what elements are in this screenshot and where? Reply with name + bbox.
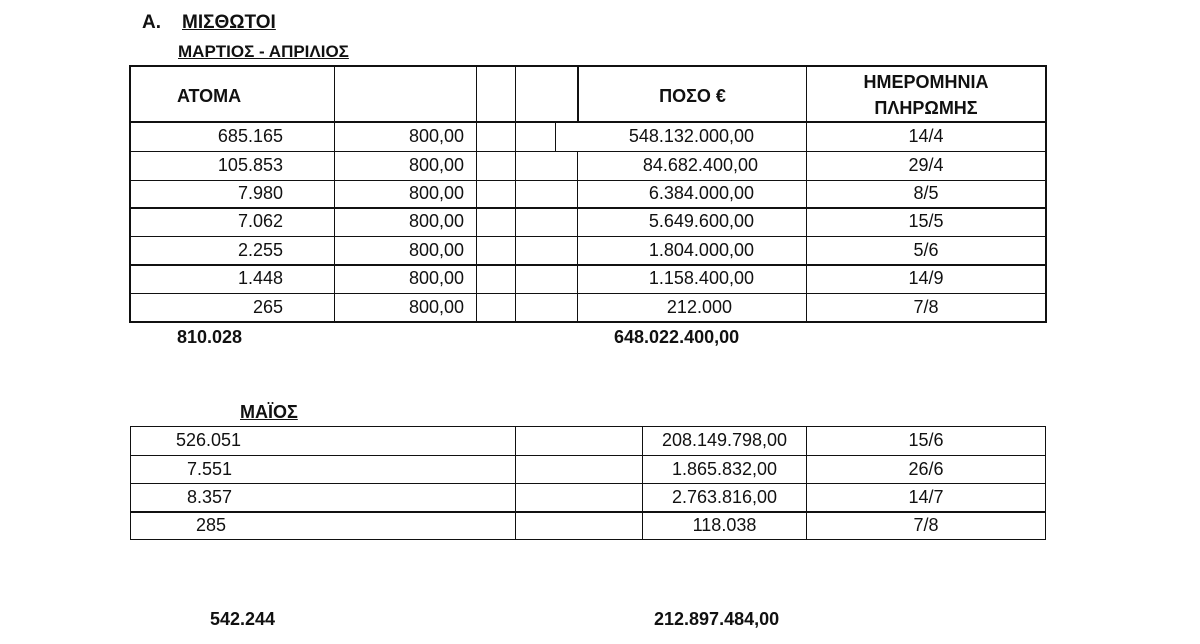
persons-cell: 7.551	[187, 459, 233, 479]
amount-cell: 212.000	[666, 297, 732, 317]
rate-cell: 800,00	[408, 155, 464, 175]
header-date-line2: ΠΛΗΡΩΜΗΣ	[874, 98, 978, 118]
header-amount: ΠΟΣΟ €	[659, 86, 726, 106]
date-cell: 8/5	[913, 183, 939, 203]
rate-cell: 800,00	[408, 297, 464, 317]
date-cell: 26/6	[908, 459, 944, 479]
date-cell: 15/6	[908, 430, 944, 450]
table1-total-persons: 810.028	[177, 327, 243, 347]
date-cell: 14/9	[908, 268, 944, 288]
rate-cell: 800,00	[408, 211, 464, 231]
section-title: ΜΙΣΘΩΤΟΙ	[182, 12, 276, 33]
amount-cell: 2.763.816,00	[671, 487, 778, 507]
section-letter: Α.	[142, 12, 161, 33]
header-date-line1: ΗΜΕΡΟΜΗΝΙΑ	[863, 72, 989, 92]
date-cell: 14/7	[908, 487, 944, 507]
persons-cell: 7.062	[237, 211, 283, 231]
persons-cell: 8.357	[187, 487, 233, 507]
persons-cell: 685.165	[217, 126, 283, 146]
amount-cell: 118.038	[692, 515, 757, 535]
persons-cell: 105.853	[217, 155, 283, 175]
date-cell: 29/4	[908, 155, 944, 175]
amount-cell: 1.804.000,00	[648, 240, 754, 260]
amount-cell: 84.682.400,00	[642, 155, 758, 175]
date-cell: 14/4	[908, 126, 944, 146]
table2-total-amount: 212.897.484,00	[654, 609, 780, 629]
persons-cell: 285	[196, 515, 227, 535]
persons-cell: 1.448	[237, 268, 283, 288]
header-persons: ΑΤΟΜΑ	[177, 86, 242, 106]
persons-cell: 526.051	[176, 430, 242, 450]
table2-total-persons: 542.244	[210, 609, 276, 629]
table1-total-amount: 648.022.400,00	[614, 327, 740, 347]
date-cell: 15/5	[908, 211, 944, 231]
persons-cell: 265	[252, 297, 283, 317]
period-title-march-april: ΜΑΡΤΙΟΣ - ΑΠΡΙΛΙΟΣ	[178, 42, 349, 61]
persons-cell: 7.980	[237, 183, 283, 203]
amount-cell: 5.649.600,00	[648, 211, 754, 231]
period-title-may: ΜΑΪΟΣ	[240, 402, 298, 422]
date-cell: 7/8	[913, 515, 939, 535]
amount-cell: 6.384.000,00	[648, 183, 754, 203]
amount-cell: 208.149.798,00	[661, 430, 788, 450]
rate-cell: 800,00	[408, 240, 464, 260]
persons-cell: 2.255	[237, 240, 283, 260]
amount-cell: 1.158.400,00	[648, 268, 754, 288]
amount-cell: 548.132.000,00	[628, 126, 754, 146]
date-cell: 5/6	[913, 240, 939, 260]
amount-cell: 1.865.832,00	[671, 459, 778, 479]
date-cell: 7/8	[913, 297, 939, 317]
rate-cell: 800,00	[408, 183, 464, 203]
rate-cell: 800,00	[408, 126, 464, 146]
rate-cell: 800,00	[408, 268, 464, 288]
